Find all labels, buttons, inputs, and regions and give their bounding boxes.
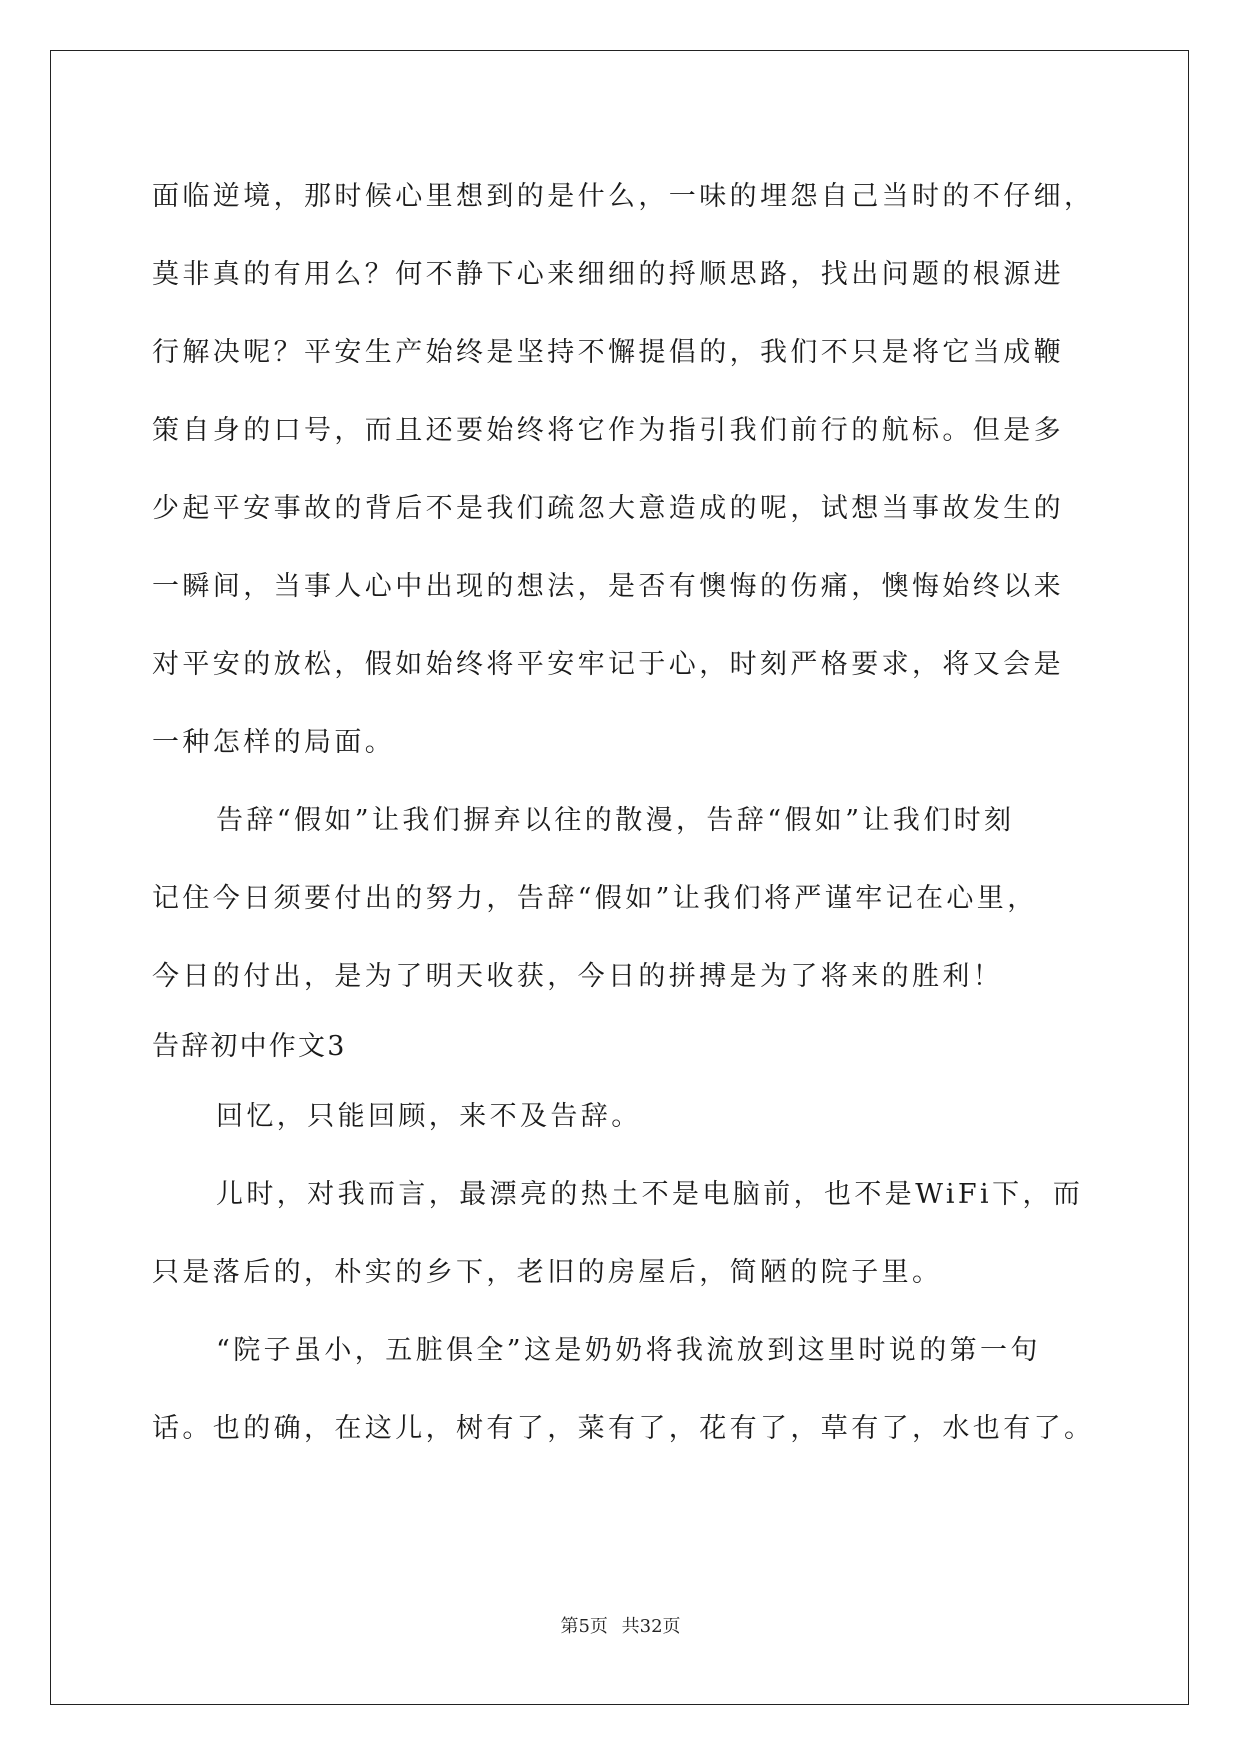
page-number: 第5页 (560, 1616, 608, 1637)
page-footer (0, 1612, 1241, 1638)
paragraph-line: 莫非真的有用么？何不静下心来细细的捋顺思路，找出问题的根源进 (152, 259, 1064, 290)
paragraph-line: 一种怎样的局面。 (152, 727, 396, 758)
paragraph-line: “院子虽小，五脏俱全”这是奶奶将我流放到这里时说的第一句 (216, 1335, 1041, 1366)
section-heading: 告辞初中作文3 (152, 1031, 347, 1062)
paragraph-line: 行解决呢？平安生产始终是坚持不懈提倡的，我们不只是将它当成鞭 (152, 337, 1064, 368)
paragraph-line: 对平安的放松，假如始终将平安牢记于心，时刻严格要求，将又会是 (152, 649, 1064, 680)
paragraph-line: 面临逆境，那时候心里想到的是什么，一味的埋怨自己当时的不仔细， (152, 181, 1095, 212)
paragraph-line: 只是落后的，朴实的乡下，老旧的房屋后，简陋的院子里。 (152, 1257, 943, 1288)
paragraph-line: 告辞“假如”让我们摒弃以往的散漫，告辞“假如”让我们时刻 (216, 805, 1015, 836)
paragraph-line: 记住今日须要付出的努力，告辞“假如”让我们将严谨牢记在心里， (152, 883, 1038, 914)
paragraph-line: 一瞬间，当事人心中出现的想法，是否有懊悔的伤痛，懊悔始终以来 (152, 571, 1064, 602)
paragraph-line: 话。也的确，在这儿，树有了，菜有了，花有了，草有了，水也有了。 (152, 1413, 1095, 1444)
paragraph-line: 今日的付出，是为了明天收获，今日的拼搏是为了将来的胜利！ (152, 961, 1004, 992)
paragraph-line: 回忆，只能回顾，来不及告辞。 (216, 1101, 642, 1132)
paragraph-line: 儿时，对我而言，最漂亮的热土不是电脑前，也不是WiFi下，而 (216, 1179, 1084, 1210)
page-total: 共32页 (621, 1616, 681, 1637)
paragraph-line: 策自身的口号，而且还要始终将它作为指引我们前行的航标。但是多 (152, 415, 1064, 446)
paragraph-line: 少起平安事故的背后不是我们疏忽大意造成的呢，试想当事故发生的 (152, 493, 1064, 524)
page-border (50, 50, 1189, 1705)
